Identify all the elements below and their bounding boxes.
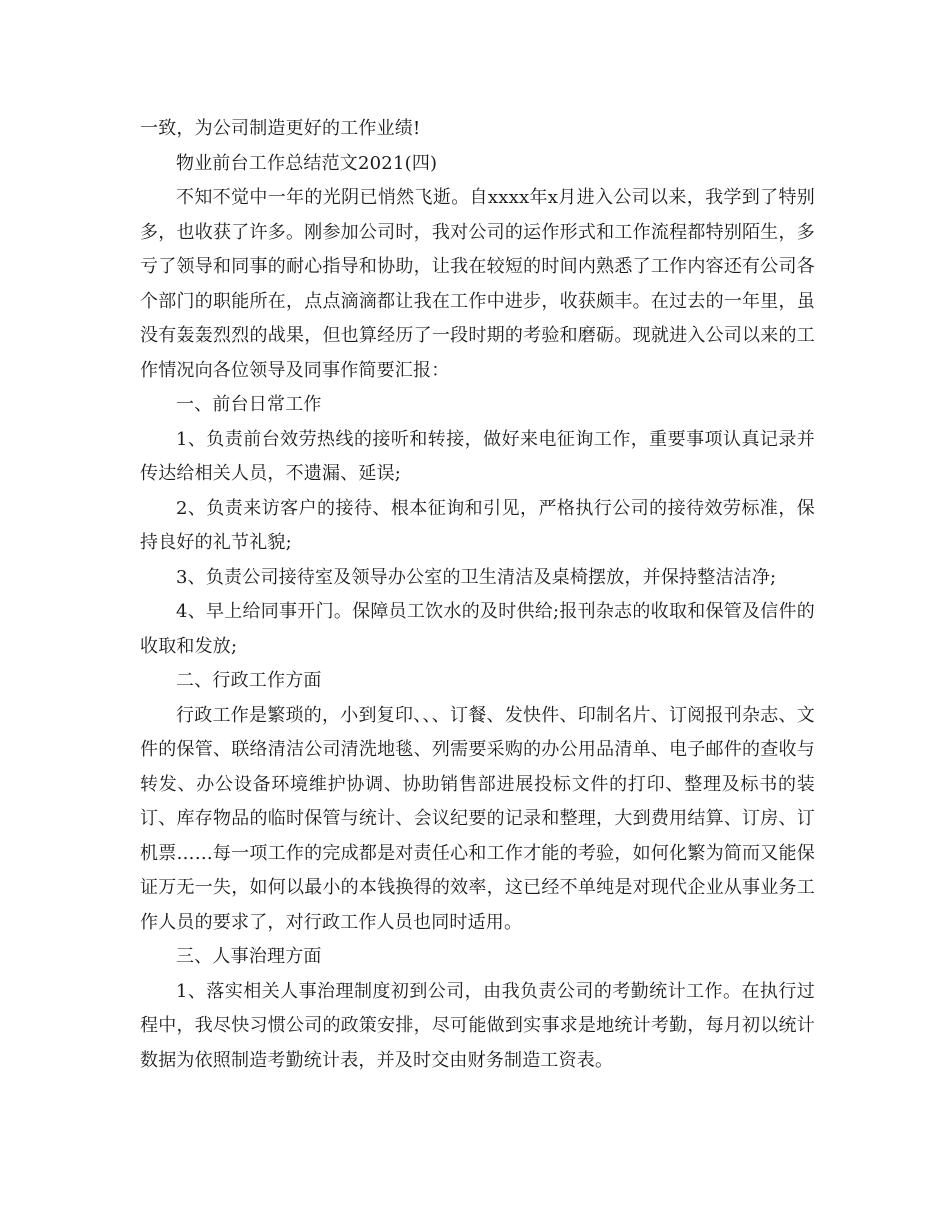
intro-paragraph: 不知不觉中一年的光阴已悄然飞逝。自xxxx年x月进入公司以来，我学到了特别多，也收获了许多。刚参加公司时，我对公司的运作形式和工作流程都特别陌生，多亏了领导和同事的耐心指导和协助，让我在较短的时间内熟悉了工作内容还有公司各个部门的职能所在，点点滴滴都让我在工作中进步，收获颇丰。在过去的一年里，虽没有轰轰烈烈的战果，但也算经历了一段时期的考验和磨砺。现就进入公司以来的工作情况向各位领导及同事作简要汇报： — [140, 187, 815, 381]
administration-paragraph: 行政工作是繁琐的，小到复印、、、订餐、发快件、印制名片、订阅报刊杂志、文件的保管、联络清洁公司清洗地毯、列需要采购的办公用品清单、电子邮件的查收与转发、办公设备环境维护协调、协助销售部进展投标文件的打印、整理及标书的装订、库存物品的临时保管与统计、会议纪要的记录和整理，大到费用结算、订房、订机票……每一项工作的完成都是对责任心和工作才能的考验，如何化繁为简而又能保证万无一失，如何以最小的本钱换得的效率，这已经不单纯是对现代企业从事业务工作人员的要求了，对行政工作人员也同时适用。 — [140, 704, 815, 933]
document-body — [140, 112, 815, 1078]
list-item: 3、负责公司接待室及领导办公室的卫生清洁及桌椅摆放，并保持整洁洁净; — [176, 566, 777, 588]
list-item: 2、负责来访客户的接待、根本征询和引见，严格执行公司的接待效劳标准，保持良好的礼节礼貌; — [140, 497, 815, 553]
section-heading-personnel: 三、人事治理方面 — [176, 946, 322, 967]
document-title: 物业前台工作总结范文2021(四) — [176, 152, 438, 174]
paragraph-continuation: 一致，为公司制造更好的工作业绩! — [140, 118, 421, 139]
list-item: 1、落实相关人事治理制度初到公司，由我负责公司的考勤统计工作。在执行过程中，我尽快习惯公司的政策安排，尽可能做到实事求是地统计考勤，每月初以统计数据为依照制造考勤统计表，并及时交由财务制造工资表。 — [140, 980, 815, 1071]
section-heading-administration: 二、行政工作方面 — [176, 670, 322, 691]
section-heading-front-desk: 一、前台日常工作 — [176, 394, 322, 415]
list-item: 1、负责前台效劳热线的接听和转接，做好来电征询工作，重要事项认真记录并传达给相关人员，不遗漏、延误; — [140, 428, 815, 484]
list-item: 4、早上给同事开门。保障员工饮水的及时供给;报刊杂志的收取和保管及信件的收取和发放; — [140, 601, 815, 657]
